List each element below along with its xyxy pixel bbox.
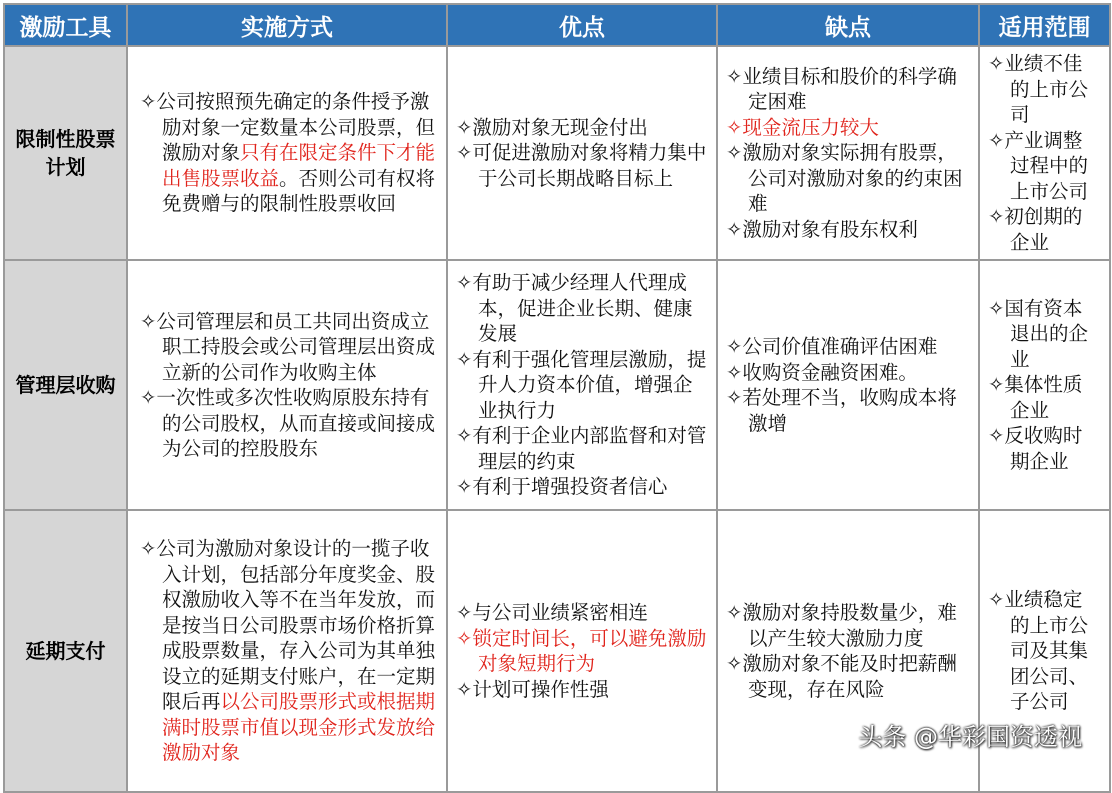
highlight-text: ✧锁定时间长，可以避免激励对象短期行为 — [456, 626, 707, 675]
item-text: ✧公司管理层和员工共同出资成立职工持股会或公司管理层出资成立新的公司作为收购主体 — [140, 309, 436, 384]
item-text: ✧国有资本退出的企业 — [988, 296, 1089, 371]
item-text: ✧有利于强化管理层激励，提升人力资本价值，增强企业执行力 — [456, 347, 707, 422]
bullet-item — [456, 347, 708, 424]
header-method: 实施方式 — [127, 4, 447, 46]
bullet-item — [726, 360, 970, 386]
watermark — [828, 717, 1082, 752]
bullet-item — [726, 140, 970, 217]
header-row — [4, 4, 1110, 46]
header-pros: 优点 — [447, 4, 717, 46]
highlight-text: 以公司股票形式或根据期满时股票市值以现金形式发放给激励对象 — [162, 690, 436, 765]
item-text: ✧激励对象有股东权利 — [726, 217, 918, 241]
item-text: ✧激励对象无现金付出 — [456, 115, 648, 139]
item-text: ✧若处理不当，收购成本将激增 — [726, 386, 957, 435]
bullet-item — [988, 423, 1101, 474]
header-tool: 激励工具 — [4, 4, 127, 46]
cell-pros — [447, 510, 717, 792]
row-header: 延期支付 — [4, 510, 127, 792]
bullet-item — [726, 64, 970, 115]
incentive-tools-table — [3, 3, 1111, 793]
item-text: ✧有助于减少经理人代理成本，促进企业长期、健康发展 — [456, 271, 693, 346]
bullet-item — [726, 600, 970, 651]
cell-pros — [447, 260, 717, 510]
item-text: ✧有利于增强投资者信心 — [456, 475, 668, 499]
item-text: ✧反收购时期企业 — [988, 424, 1083, 473]
bullet-item — [726, 217, 970, 243]
item-text: ✧业绩不佳的上市公司 — [988, 52, 1089, 126]
table-row — [4, 260, 1110, 510]
item-text: ✧有利于企业内部监督和对管理层的约束 — [456, 424, 707, 473]
bullet-item — [140, 536, 438, 766]
item-text: ✧公司按照预先确定的条件授予激励对象一定数量本公司股票，但激励对象 — [140, 90, 436, 165]
item-text: ✧计划可操作性强 — [456, 677, 609, 701]
cell-scope — [979, 260, 1110, 510]
bullet-item — [456, 115, 708, 141]
highlight-text: ✧现金流压力较大 — [726, 115, 879, 139]
bullet-item — [988, 372, 1101, 423]
cell-method — [127, 260, 447, 510]
bullet-item — [988, 587, 1101, 715]
bullet-item — [988, 128, 1101, 205]
bullet-item — [456, 474, 708, 500]
item-text: ✧可促进激励对象将精力集中于公司长期战略目标上 — [456, 141, 707, 190]
bullet-item — [726, 115, 970, 141]
bullet-item — [456, 270, 708, 347]
header-cons: 缺点 — [717, 4, 979, 46]
item-text: ✧集体性质企业 — [988, 373, 1083, 422]
item-text: ✧激励对象不能及时把薪酬变现，存在风险 — [726, 652, 957, 701]
item-text: ✧公司价值准确评估困难 — [726, 335, 938, 358]
bullet-item — [726, 385, 970, 436]
watermark-text: 头条 @华彩国资透视 — [858, 723, 1082, 751]
item-text: 。否则公司有权将免费赠与的限制性股票收回 — [162, 166, 436, 216]
row-header: 管理层收购 — [4, 260, 127, 510]
table-row — [4, 46, 1110, 260]
cell-pros — [447, 46, 717, 260]
row-header: 限制性股票计划 — [4, 46, 127, 260]
item-text: ✧与公司业绩紧密相连 — [456, 601, 648, 624]
header-scope: 适用范围 — [979, 4, 1110, 46]
bullet-item — [140, 89, 438, 217]
bullet-item — [140, 385, 438, 462]
item-text: ✧收购资金融资困难。 — [726, 360, 918, 384]
bullet-item — [988, 51, 1101, 128]
bullet-item — [456, 626, 708, 677]
bullet-item — [456, 423, 708, 474]
toutiao-logo-icon — [828, 724, 854, 746]
bullet-item — [456, 140, 708, 191]
bullet-item — [140, 309, 438, 386]
cell-cons — [717, 260, 979, 510]
bullet-item — [456, 600, 708, 626]
item-text: ✧业绩稳定的上市公司及其集团公司、子公司 — [988, 588, 1089, 714]
cell-scope — [979, 46, 1110, 260]
cell-method — [127, 510, 447, 792]
item-text: ✧激励对象持股数量少，难以产生较大激励力度 — [726, 601, 957, 650]
bullet-item — [988, 296, 1101, 373]
cell-cons — [717, 46, 979, 260]
item-text: ✧一次性或多次性收购原股东持有的公司股权，从而直接或间接成为公司的控股股东 — [140, 386, 436, 460]
item-text: ✧业绩目标和股价的科学确定困难 — [726, 64, 957, 114]
item-text: ✧产业调整过程中的上市公司 — [988, 128, 1089, 203]
item-text: ✧初创期的企业 — [988, 205, 1083, 254]
table-body — [4, 46, 1110, 792]
bullet-item — [456, 677, 708, 703]
item-text: ✧公司为激励对象设计的一揽子收入计划，包括部分年度奖金、股权激励收入等不在当年发放，而是按当日公司股票市场价格折算成股票数量，存入公司为其单独设立的延期支付账户，在一定期限后再 — [140, 537, 436, 714]
cell-method — [127, 46, 447, 260]
bullet-item — [726, 334, 970, 360]
bullet-item — [726, 651, 970, 702]
item-text: ✧激励对象实际拥有股票，公司对激励对象的约束困难 — [726, 141, 963, 216]
bullet-item — [988, 204, 1101, 255]
highlight-text: 只有在限定条件下才能出售股票收益 — [162, 141, 436, 190]
